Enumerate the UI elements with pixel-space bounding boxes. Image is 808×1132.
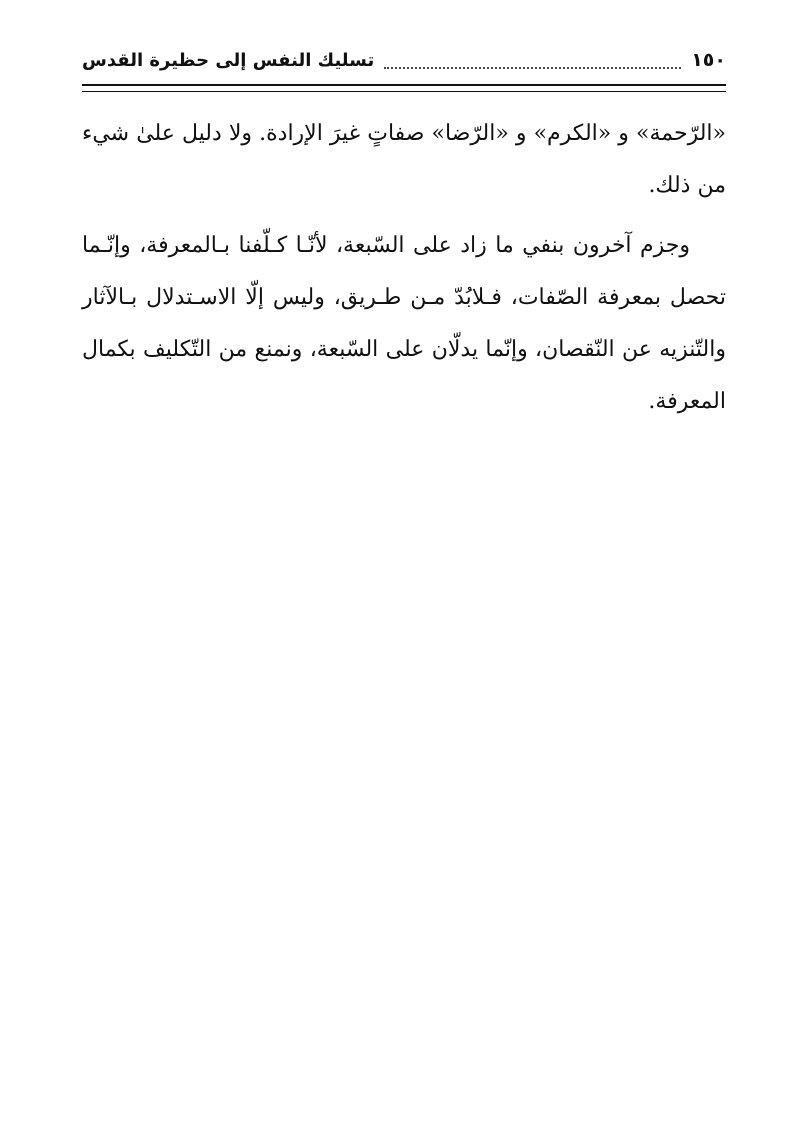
page-number: ١٥٠ bbox=[691, 49, 726, 71]
header-rule-thin bbox=[82, 91, 726, 92]
paragraph-2: وجزم آخرون بنفي ما زاد على السّبعة، لأنّـا كـلّفنا بـالمعرفة، وإنّـما تحصل بمعرفة الصّفات، فـلابُدّ مـن طـريق، وليس إلّا الاسـتدلال بـالآثار والتّنزيه عن النّقصان، وإنّما يدلّان على السّبعة، ونمنع من التّكليف بكمال المعرفة. bbox=[82, 233, 726, 414]
header-rule-thick bbox=[82, 84, 726, 86]
running-header bbox=[82, 38, 726, 82]
paragraph-1: «الرّحمة» و «الكرم» و «الرّضا» صفاتٍ غيرَ الإرادة. ولا دليل علىٰ شيء من ذلك. bbox=[82, 121, 726, 198]
running-title: تسليك النفس إلى حظيرة القدس bbox=[82, 49, 375, 71]
body-text bbox=[82, 108, 726, 428]
header-dotted-leader bbox=[384, 67, 681, 69]
